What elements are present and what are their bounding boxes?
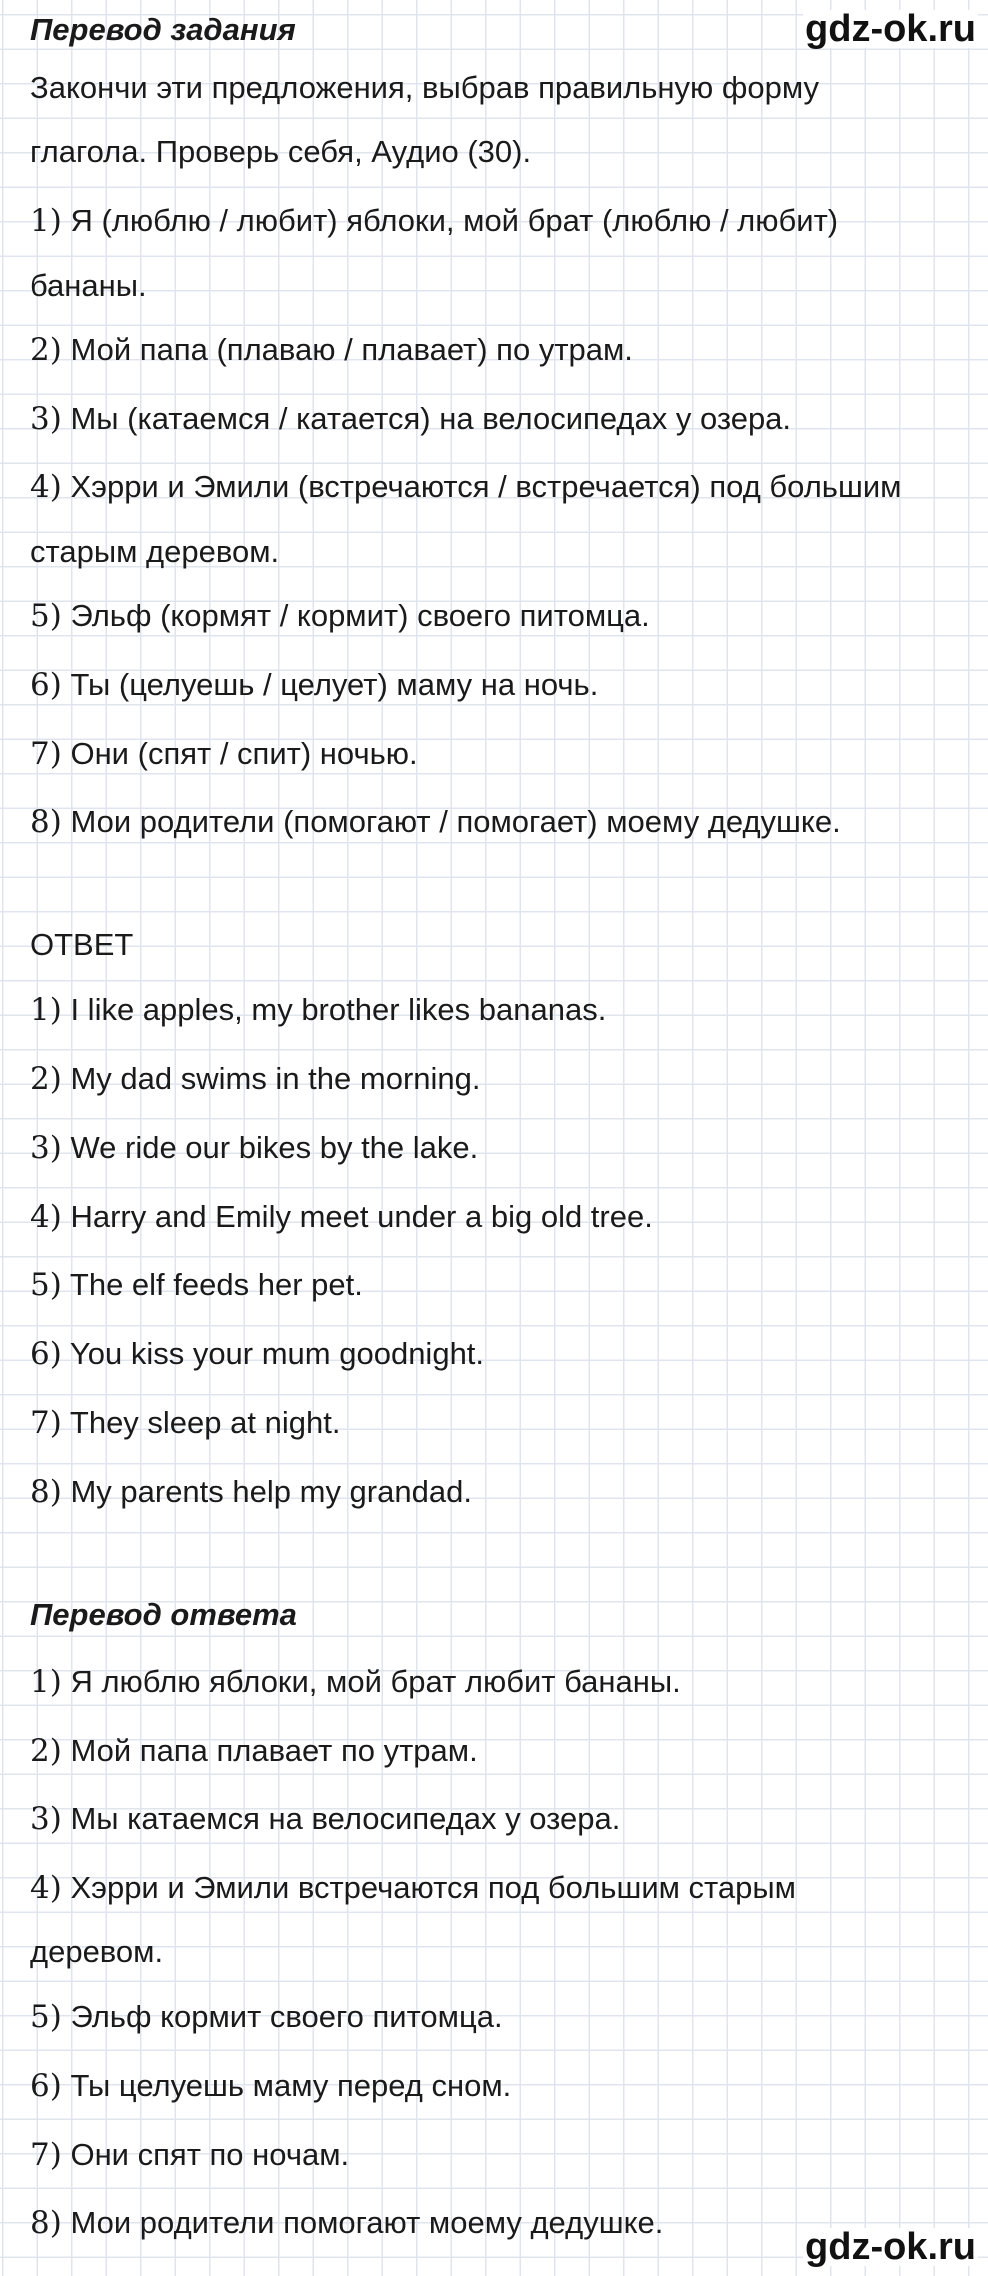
task-item-1-line-2: бананы. — [30, 268, 147, 303]
answer-item-text: The elf feeds her pet. — [69, 1267, 363, 1302]
task-item-4-line-1 — [30, 467, 968, 507]
translation-item-text: Эльф кормит своего питомца. — [70, 1999, 503, 2034]
task-item-number: 4) — [30, 469, 62, 505]
answer-item-text: You kiss your mum goodnight. — [69, 1336, 485, 1371]
task-item-2 — [30, 330, 968, 370]
translation-item-4-line-2: деревом. — [30, 1934, 164, 1969]
answer-item-text: Harry and Emily meet under a big old tree. — [70, 1199, 653, 1234]
answer-item-number: 6) — [30, 1336, 62, 1372]
task-item-text: Они (спят / спит) ночью. — [70, 736, 418, 771]
answer-item-1 — [30, 990, 968, 1030]
answer-item-text: My parents help my grandad. — [70, 1474, 472, 1509]
task-item-6 — [30, 665, 968, 705]
task-intro-line-2: глагола. Проверь себя, Аудио (30). — [30, 134, 532, 169]
answer-item-number: 4) — [30, 1199, 62, 1235]
translation-item-number: 1) — [30, 1664, 62, 1700]
answer-item-text: I like apples, my brother likes bananas. — [70, 992, 607, 1027]
answer-item-4 — [30, 1197, 968, 1237]
task-item-3 — [30, 399, 968, 439]
answer-translation-heading: Перевод ответа — [30, 1597, 297, 1632]
translation-item-number: 3) — [30, 1801, 62, 1837]
answer-item-number: 1) — [30, 992, 62, 1028]
answer-item-5 — [30, 1265, 968, 1305]
task-item-number: 6) — [30, 667, 62, 703]
task-item-1-line-1 — [30, 201, 968, 241]
task-item-number: 8) — [30, 804, 62, 840]
task-item-text: Я (люблю / любит) яблоки, мой брат (люблю / любит) — [70, 203, 839, 238]
answer-item-number: 5) — [30, 1267, 62, 1303]
task-item-text: Ты (целуешь / целует) маму на ночь. — [70, 667, 599, 702]
translation-item-5 — [30, 1997, 968, 2037]
task-item-7 — [30, 734, 968, 774]
task-item-4-line-2: старым деревом. — [30, 534, 280, 569]
answer-item-6 — [30, 1334, 968, 1374]
answer-item-text: We ride our bikes by the lake. — [70, 1130, 479, 1165]
task-item-number: 7) — [30, 736, 62, 772]
answer-item-number: 8) — [30, 1474, 62, 1510]
watermark-bottom: gdz-ok.ru — [805, 2226, 976, 2268]
watermark-top: gdz-ok.ru — [805, 8, 976, 50]
answer-item-text: My dad swims in the morning. — [70, 1061, 481, 1096]
translation-item-text: Хэрри и Эмили встречаются под большим старым — [70, 1870, 796, 1905]
translation-item-6 — [30, 2066, 968, 2106]
task-item-number: 3) — [30, 401, 62, 437]
translation-item-1 — [30, 1662, 968, 1702]
translation-item-7 — [30, 2135, 968, 2175]
translation-item-text: Мы катаемся на велосипедах у озера. — [70, 1801, 621, 1836]
task-item-number: 1) — [30, 203, 62, 239]
translation-item-4-line-1 — [30, 1868, 968, 1908]
answer-item-7 — [30, 1403, 968, 1443]
task-item-text: Мои родители (помогают / помогает) моему дедушке. — [70, 804, 841, 839]
answer-heading: ОТВЕТ — [30, 927, 134, 962]
task-translation-heading: Перевод задания — [30, 12, 296, 47]
translation-item-text: Я люблю яблоки, мой брат любит бананы. — [70, 1664, 681, 1699]
task-item-text: Хэрри и Эмили (встречаются / встречается) под большим — [70, 469, 902, 504]
answer-item-3 — [30, 1128, 968, 1168]
translation-item-number: 2) — [30, 1733, 62, 1769]
translation-item-8 — [30, 2203, 758, 2243]
translation-item-text: Ты целуешь маму перед сном. — [70, 2068, 512, 2103]
translation-item-number: 4) — [30, 1870, 62, 1906]
answer-item-number: 2) — [30, 1061, 62, 1097]
translation-item-2 — [30, 1731, 968, 1771]
task-item-8 — [30, 802, 968, 842]
task-item-text: Мой папа (плаваю / плавает) по утрам. — [70, 332, 633, 367]
task-item-number: 5) — [30, 598, 62, 634]
answer-item-2 — [30, 1059, 968, 1099]
translation-item-3 — [30, 1799, 968, 1839]
translation-item-number: 5) — [30, 1999, 62, 2035]
task-item-number: 2) — [30, 332, 62, 368]
translation-item-number: 8) — [30, 2205, 62, 2241]
translation-item-number: 7) — [30, 2137, 62, 2173]
task-intro-line-1: Закончи эти предложения, выбрав правильную форму — [30, 70, 820, 105]
translation-item-number: 6) — [30, 2068, 62, 2104]
answer-item-number: 7) — [30, 1405, 62, 1441]
answer-item-text: They sleep at night. — [69, 1405, 341, 1440]
translation-item-text: Они спят по ночам. — [70, 2137, 350, 2172]
task-item-5 — [30, 596, 968, 636]
task-item-text: Мы (катаемся / катается) на велосипедах у озера. — [70, 401, 792, 436]
translation-item-text: Мой папа плавает по утрам. — [70, 1733, 478, 1768]
task-item-text: Эльф (кормят / кормит) своего питомца. — [70, 598, 650, 633]
answer-item-number: 3) — [30, 1130, 62, 1166]
translation-item-text: Мои родители помогают моему дедушке. — [70, 2205, 664, 2240]
answer-item-8 — [30, 1472, 968, 1512]
